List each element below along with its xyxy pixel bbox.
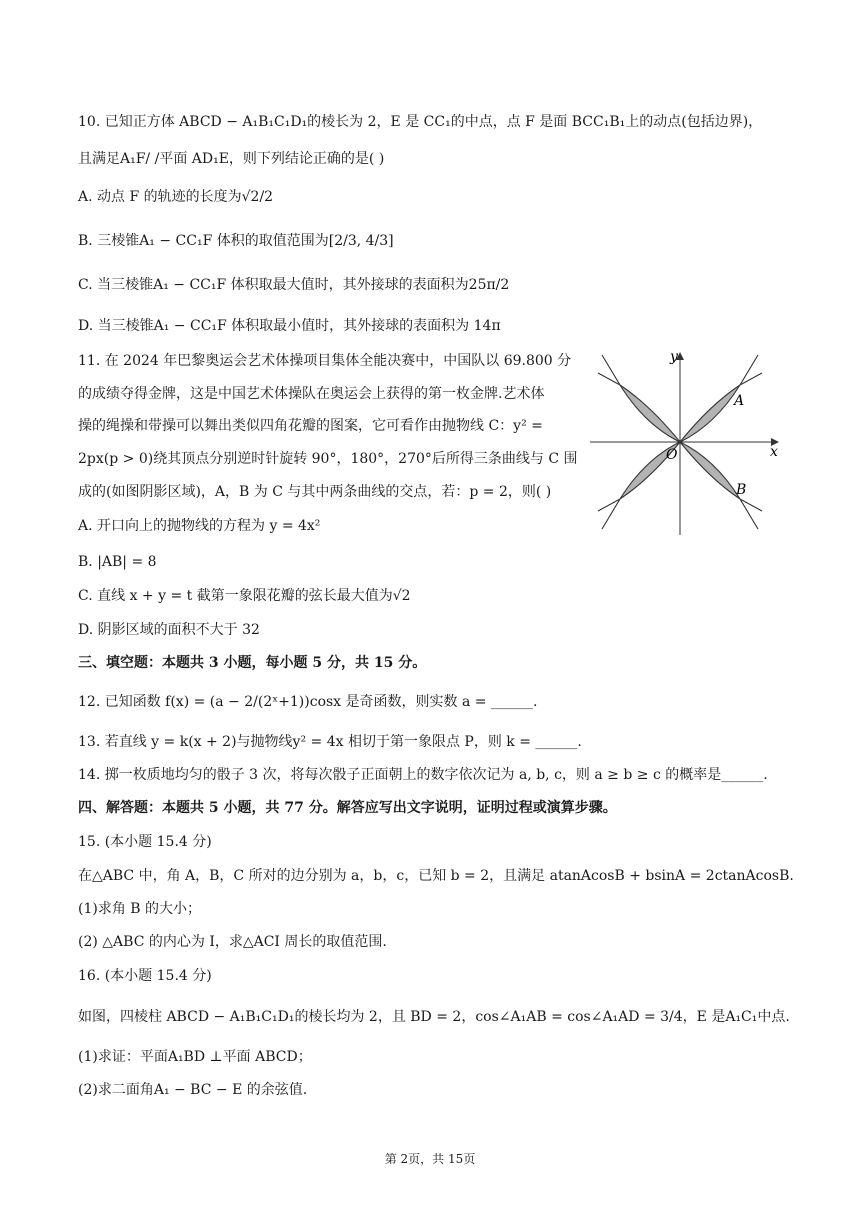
q11-line3: 操的绳操和带操可以舞出类似四角花瓣的图案，它可看作由抛物线 C：y² = [78, 418, 543, 434]
section-answer-heading: 四、解答题：本题共 5 小题，共 77 分。解答应写出文字说明，证明过程或演算步骤。 [78, 800, 617, 816]
q11-line4: 2px(p > 0)绕其顶点分别逆时针旋转 90°，180°，270°后所得三条曲线与 C 围 [78, 451, 578, 467]
q16-header: 16. (本小题 15.4 分) [78, 968, 212, 984]
q13: 13. 若直线 y = k(x + 2)与抛物线y² = 4x 相切于第一象限点 P，则 k = ______. [78, 734, 582, 750]
q10-option-d: D. 当三棱锥A₁ − CC₁F 体积取最小值时，其外接球的表面积为 14π [78, 318, 501, 334]
q10-option-c: C. 当三棱锥A₁ − CC₁F 体积取最大值时，其外接球的表面积为25π/2 [78, 277, 510, 293]
petal-figure-svg [590, 345, 790, 535]
q10-option-a: A. 动点 F 的轨迹的长度为√2/2 [78, 189, 274, 205]
petal-q2 [620, 385, 680, 442]
q10-option-b: B. 三棱锥A₁ − CC₁F 体积的取值范围为[2/3, 4/3] [78, 233, 394, 249]
q16-part1: (1)求证：平面A₁BD ⊥平面 ABCD； [78, 1049, 312, 1065]
q11-line2: 的成绩夺得金牌，这是中国艺术体操队在奥运会上获得的第一枚金牌.艺术体 [78, 386, 545, 402]
point-b-label: B [736, 482, 747, 498]
petal-q1 [680, 385, 740, 442]
q12: 12. 已知函数 f(x) = (a − 2/(2ˣ+1))cosx 是奇函数，则实数 a = ______. [78, 694, 538, 710]
point-a-label: A [734, 393, 745, 409]
x-axis-label: x [770, 444, 778, 460]
petal-parabola-figure [590, 345, 790, 535]
section-fill-in-heading: 三、填空题：本题共 3 小题，每小题 5 分，共 15 分。 [78, 655, 427, 671]
q14: 14. 掷一枚质地均匀的骰子 3 次，将每次骰子正面朝上的数字依次记为 a, b, c，则 a ≥ b ≥ c 的概率是______. [78, 767, 768, 783]
q16-stem: 如图，四棱柱 ABCD − A₁B₁C₁D₁的棱长均为 2，且 BD = 2，cos∠A₁AB = cos∠A₁AD = 3/4，E 是A₁C₁中点. [78, 1009, 790, 1025]
q15-header: 15. (本小题 15.4 分) [78, 834, 212, 850]
origin-label: O [666, 447, 678, 463]
page-footer: 第 2页，共 15页 [384, 1152, 476, 1166]
q11-option-c: C. 直线 x + y = t 截第一象限花瓣的弦长最大值为√2 [78, 588, 411, 604]
q16-part2: (2)求二面角A₁ − BC − E 的余弦值. [78, 1082, 308, 1098]
q10-line2: 且满足A₁F/ /平面 AD₁E，则下列结论正确的是( ) [78, 151, 385, 167]
q11-option-d: D. 阴影区域的面积不大于 32 [78, 622, 260, 638]
q15-part2: (2) △ABC 的内心为 I，求△ACI 周长的取值范围. [78, 934, 387, 950]
q11-line5: 成的(如图阴影区域)，A，B 为 C 与其中两条曲线的交点，若：p = 2，则( ) [78, 484, 552, 500]
y-axis-label: y [670, 349, 678, 365]
q15-part1: (1)求角 B 的大小； [78, 901, 202, 917]
q11-option-b: B. |AB| = 8 [78, 554, 157, 570]
q10-line1: 10. 已知正方体 ABCD − A₁B₁C₁D₁的棱长为 2，E 是 CC₁的中点，点 F 是面 BCC₁B₁上的动点(包括边界)， [78, 114, 763, 130]
q11-option-a: A. 开口向上的抛物线的方程为 y = 4x² [78, 518, 321, 534]
petal-q4 [680, 442, 740, 499]
q15-stem: 在△ABC 中，角 A，B，C 所对的边分别为 a，b，c，已知 b = 2，且满足 atanAcosB + bsinA = 2ctanAcosB. [78, 868, 794, 884]
q11-line1: 11. 在 2024 年巴黎奥运会艺术体操项目集体全能决赛中，中国队以 69.800 分 [78, 353, 572, 369]
